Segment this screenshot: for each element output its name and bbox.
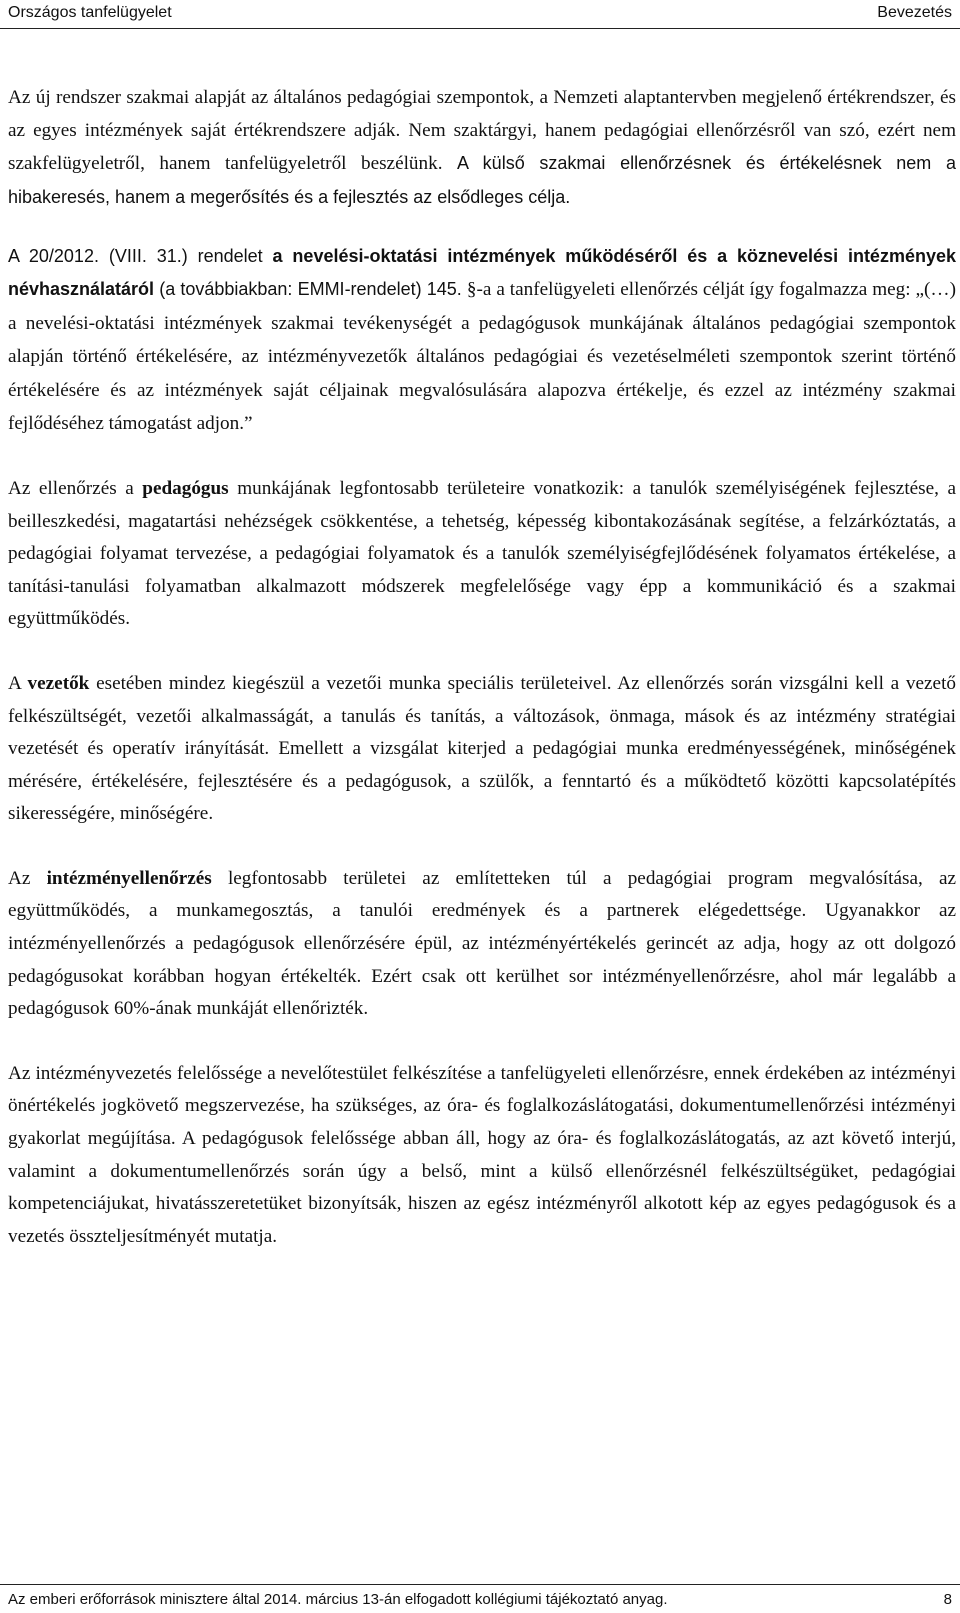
- paragraph-teacher: [8, 473, 956, 636]
- leader-text-c: esetében mindez kiegészül a vezetői munka speciális területeivel. Az ellenőrzés során vizsgálni kell a vezető felkészültségét, vezetői alkalmasságát, a tanulás és tanítás, a változások, önmaga, mások és az intézmény stratégiai vezetését és operatív irányítását. Emellett a vizsgálat kiterjed a pedagógiai munka eredményességének, minőségének mérésére, értékelésére, fejlesztésére és a pedagógusok, a szülők, a fenntartó és a működtető közötti kapcsolatépítés sikerességére, minőségére.: [8, 672, 956, 825]
- paragraph-intro: [8, 82, 956, 214]
- teacher-text-a: Az ellenőrzés a: [8, 477, 143, 499]
- institution-emphasis: intézményellenőrzés: [46, 867, 212, 889]
- leader-emphasis: vezetők: [27, 672, 90, 694]
- intro-sentence-1: Az új rendszer szakmai alapját az általános pedagógiai szempontok, a Nemzeti alaptantervben megjelenő értékrendszer, és az egyes intézmények saját értékrendszere adják. Nem szaktárgyi, hanem pedagógiai ellenőrzésről van szó, ezért nem szakfelügyeletről, hanem tanfelügyeletről beszélünk.: [8, 87, 956, 175]
- header-section: Bevezetés: [877, 4, 952, 21]
- footer-note: Az emberi erőforrások minisztere által 2014. március 13-án elfogadott kollégiumi tájékoztató anyag.: [8, 1591, 668, 1608]
- regulation-abbrev: (a továbbiakban: EMMI-rendelet) 145.: [154, 278, 467, 299]
- page-footer: [0, 1584, 960, 1613]
- teacher-text-c: munkájának legfontosabb területeire vonatkozik: a tanulók személyiségének fejlesztése, a beilleszkedési, magatartási nehézségek csökkentése, a tehetség, képesség kibontakozásának segítése, a felzárkóztatás, a pedagógiai folyamat tervezése, a pedagógiai folyamatok és a tanulók személyiségfejlődésének folyamatos értékelése, a tanítási-tanulási folyamatban alkalmazott módszerek megfelelősége vagy épp a kommunikáció és a szakmai együttműködés.: [8, 477, 956, 630]
- document-body: [8, 82, 956, 1285]
- paragraph-institution: [8, 863, 956, 1026]
- paragraph-regulation: [8, 240, 956, 441]
- regulation-ref: A 20/2012. (VIII. 31.) rendelet: [8, 246, 273, 267]
- page-header: [0, 0, 960, 29]
- intro-sentence-2: A külső szakmai ellenőrzésnek és értékelésnek nem a hibakeresés, hanem a megerősítés és a fejlesztés az elsődleges célja.: [8, 153, 956, 207]
- regulation-title: a nevelési-oktatási intézmények működéséről és a köznevelési intézmények névhasználatáról: [8, 246, 956, 299]
- paragraph-responsibility: Az intézményvezetés felelőssége a nevelőtestület felkészítése a tanfelügyeleti ellenőrzésre, ennek érdekében az intézményi önértékelés jogkövető megszervezése, ha szükséges, az óra- és foglalkozáslátogatási, dokumentumellenőrzési intézményi gyakorlat megújítása. A pedagógusok felelőssége abban áll, hogy az óra- és foglalkozáslátogatás, az azt követő interjú, valamint a dokumentumellenőrzés során úgy a belső, mint a külső ellenőrzésnél felkészültségüket, pedagógiai kompetenciájukat, hivatásszeretetüket bizonyítsák, hiszen az egész intézményről alkotott kép az egyes pedagógusok és a vezetés összteljesítményét mutatja.: [8, 1062, 956, 1247]
- leader-text-a: A: [8, 672, 28, 694]
- page-number: 8: [943, 1591, 952, 1608]
- header-title: Országos tanfelügyelet: [8, 4, 172, 21]
- teacher-emphasis: pedagógus: [142, 477, 229, 499]
- institution-text-a: Az: [8, 867, 47, 889]
- paragraph-leader: [8, 668, 956, 831]
- regulation-quote: §-a a tanfelügyeleti ellenőrzés célját így fogalmazza meg: „(…) a nevelési-oktatási intézmények szakmai tevékenységét a pedagógusok munkájának általános pedagógiai szempontok alapján történő értékelésére, az intézményvezetők általános pedagógiai és vezetéselméleti szempontok szerint történő értékelésére és az intézmények saját céljainak megvalósulására alapozva értékelje, és ezzel az intézmény szakmai fejlődéséhez támogatást adjon.”: [8, 278, 956, 435]
- institution-text-c: legfontosabb területei az említetteken túl a pedagógiai program megvalósítása, az együttműködés, a munkamegosztás, a tanulói eredmények és a partnerek elégedettsége. Ugyanakkor az intézményellenőrzés a pedagógusok ellenőrzésére épül, az intézményértékelés gerincét az adja, hogy az ott dolgozó pedagógusokat korábban hogyan értékelték. Ezért csak ott kerülhet sor intézményellenőrzésre, ahol már legalább a pedagógusok 60%-ának munkáját ellenőrizték.: [8, 867, 956, 1020]
